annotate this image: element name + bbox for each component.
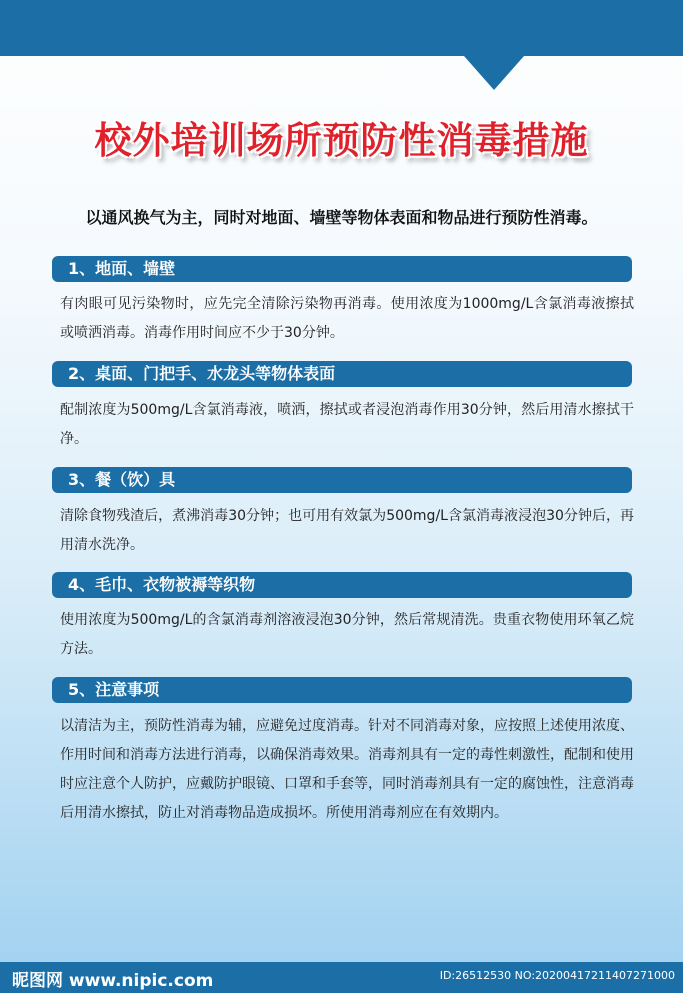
poster-intro: 以通风换气为主，同时对地面、墙壁等物体表面和物品进行预防性消毒。 xyxy=(85,208,598,227)
poster-title: 校外培训场所预防性消毒措施 xyxy=(94,119,589,162)
section-body-3: 清除食物残渣后，煮沸消毒30分钟；也可用有效氯为500mg/L含氯消毒液浸泡30分钟后，再用清水洗净。 xyxy=(60,508,634,553)
section-heading-4: 4、毛巾、衣物被褥等织物 xyxy=(52,572,632,598)
watermark-id: ID:26512530 NO:20200417211407271000 xyxy=(439,969,675,982)
section-heading-5: 5、注意事项 xyxy=(52,677,632,703)
section-body-4: 使用浓度为500mg/L的含氯消毒剂溶液浸泡30分钟，然后常规清洗。贵重衣物使用环氧乙烷方法。 xyxy=(60,612,634,657)
section-body-2: 配制浓度为500mg/L含氯消毒液，喷洒，擦拭或者浸泡消毒作用30分钟，然后用清水擦拭干净。 xyxy=(60,402,634,447)
top-banner-bar xyxy=(0,0,683,56)
section-heading-1: 1、地面、墙壁 xyxy=(52,256,632,282)
watermark-site: 昵图网 www.nipic.com xyxy=(12,971,214,991)
section-body-5: 以清洁为主，预防性消毒为辅，应避免过度消毒。针对不同消毒对象，应按照上述使用浓度、作用时间和消毒方法进行消毒，以确保消毒效果。消毒剂具有一定的毒性刺激性，配制和使用时应注意个人防护，应戴防护眼镜、口罩和手套等，同时消毒剂具有一定的腐蚀性，注意消毒后用清水擦拭，防止对消毒物品造成损坏。所使用消毒剂应在有效期内。 xyxy=(60,718,634,821)
section-heading-2: 2、桌面、门把手、水龙头等物体表面 xyxy=(52,361,632,387)
section-heading-3: 3、餐（饮）具 xyxy=(52,467,632,493)
section-body-1: 有肉眼可见污染物时，应先完全清除污染物再消毒。使用浓度为1000mg/L含氯消毒液擦拭或喷洒消毒。消毒作用时间应不少于30分钟。 xyxy=(60,296,634,341)
top-banner-notch xyxy=(464,56,524,90)
